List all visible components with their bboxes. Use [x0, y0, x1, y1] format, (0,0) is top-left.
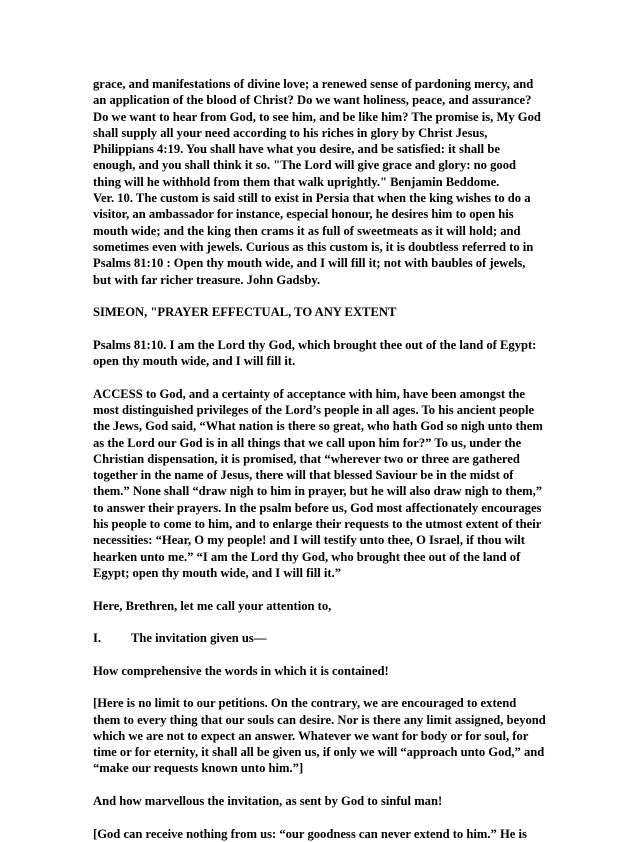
text-line: And how marvellous the invitation, as sent by God to sinful man!	[93, 794, 443, 809]
text-line: which we are not to expect an answer. Whatever we want for body or for soul, for	[93, 728, 529, 743]
section-heading-i	[93, 630, 548, 646]
text-line: to answer their prayers. In the psalm before us, God most affectionately encourages	[93, 500, 542, 515]
text-line: “make our requests known unto him.”]	[93, 761, 304, 776]
text-line: SIMEON, "PRAYER EFFECTUAL, TO ANY EXTENT	[93, 305, 397, 320]
text-line: Ver. 10. The custom is said still to exist in Persia that when the king wishes to do a	[93, 191, 531, 206]
text-line: Philippians 4:19. You shall have what you desire, and be satisfied: it shall be	[93, 142, 500, 157]
section-number: I.	[93, 631, 102, 646]
body-text-after	[93, 663, 548, 842]
text-line: together in the name of Jesus, there will that blessed Saviour be in the midst of	[93, 468, 514, 483]
section-title: The invitation given us—	[131, 631, 267, 646]
paragraph	[93, 663, 548, 679]
text-line: as the Lord our God is in all things that we call upon him for?” To us, under the	[93, 435, 522, 450]
text-line: Do we want to hear from God, to see him, and be like him? The promise is, My God	[93, 109, 541, 124]
paragraph	[93, 304, 548, 320]
text-line: most distinguished privileges of the Lord’s people in all ages. To his ancient people	[93, 402, 535, 417]
text-line: Christian dispensation, it is promised, that “wherever two or three are gathered	[93, 451, 520, 466]
text-line: them.” None shall “draw nigh to him in prayer, but he will also draw nigh to them,”	[93, 484, 543, 499]
text-line: visitor, an ambassador for instance, especial honour, he desires him to open his	[93, 207, 514, 222]
text-line: hearken unto me.” “I am the Lord thy God, who brought thee out of the land of	[93, 549, 521, 564]
text-line: grace, and manifestations of divine love; a renewed sense of pardoning mercy, and	[93, 77, 534, 91]
text-line: open thy mouth wide, and I will fill it.	[93, 354, 296, 369]
text-line: the Jews, God said, “What nation is there so great, who hath God so nigh unto them	[93, 419, 543, 434]
text-line: [God can receive nothing from us: “our goodness can never extend to him.” He is	[93, 826, 527, 841]
text-line: time or for eternity, it shall all be given us, if only we will “approach unto God,” and	[93, 745, 545, 760]
text-line: sometimes even with jewels. Curious as this custom is, it is doubtless referred to in	[93, 239, 534, 254]
text-line: thing will he withhold from them that walk uprightly." Benjamin Beddome.	[93, 174, 500, 189]
text-line: ACCESS to God, and a certainty of acceptance with him, have been amongst the	[93, 386, 526, 401]
paragraph	[93, 598, 548, 614]
text-line: enough, and you shall think it so. "The Lord will give grace and glory: no good	[93, 158, 517, 173]
text-line: Egypt; open thy mouth wide, and I will fill it.”	[93, 565, 342, 580]
text-line: shall supply all your need according to his riches in glory by Christ Jesus,	[93, 125, 488, 140]
paragraph	[93, 695, 548, 776]
text-line: mouth wide; and the king then crams it as full of sweetmeats as it will hold; and	[93, 223, 521, 238]
text-line: Here, Brethren, let me call your attention to,	[93, 598, 332, 613]
text-line: Psalms 81:10. I am the Lord thy God, which brought thee out of the land of Egypt:	[93, 337, 537, 352]
paragraph	[93, 337, 548, 370]
text-line: necessities: “Hear, O my people! and I will testify unto thee, O Israel, if thou wilt	[93, 533, 525, 548]
text-line: but with far richer treasure. John Gadsby.	[93, 272, 321, 287]
paragraph	[93, 386, 548, 582]
paragraph	[93, 793, 548, 809]
paragraph	[93, 76, 548, 288]
text-line: them to every thing that our souls can desire. Nor is there any limit assigned, beyond	[93, 712, 546, 727]
paragraph	[93, 826, 548, 842]
text-line: How comprehensive the words in which it is contained!	[93, 663, 389, 678]
text-line: [Here is no limit to our petitions. On the contrary, we are encouraged to extend	[93, 696, 517, 711]
text-line: Psalms 81:10 : Open thy mouth wide, and I will fill it; not with baubles of jewels,	[93, 256, 526, 271]
body-text-before	[93, 76, 548, 614]
text-line: his people to come to him, and to enlarge their requests to the utmost extent of their	[93, 517, 542, 532]
text-line: an application of the blood of Christ? Do we want holiness, peace, and assurance?	[93, 93, 532, 108]
